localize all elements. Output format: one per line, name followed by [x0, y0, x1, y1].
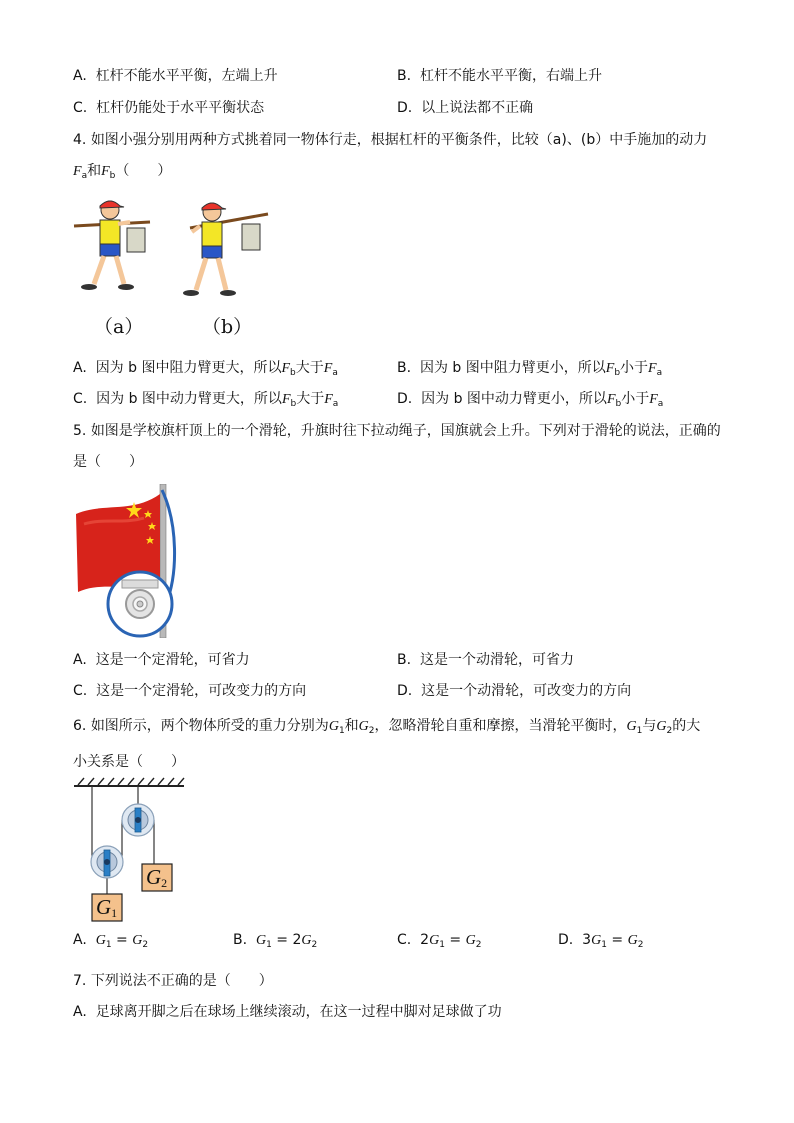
q6-option-b: B. $G_1 = 2G_2$: [233, 932, 318, 950]
q6-box-g1-label: $G_1$: [96, 895, 118, 920]
q3-option-c: C. 杠杆仍能处于水平平衡状态: [73, 100, 265, 116]
q4-option-b: B. 因为 b 图中阻力臂更小，所以$F_b$小于$F_a$: [397, 360, 663, 378]
q4-caption-a: （a）: [94, 316, 144, 338]
q5-option-b: B. 这是一个动滑轮，可省力: [397, 652, 574, 668]
q4-option-c: C. 因为 b 图中动力臂更大，所以$F_b$大于$F_a$: [73, 391, 339, 409]
q6-stem-line2: 小关系是（ ）: [73, 754, 185, 770]
q4-figure: [72, 198, 272, 310]
q6-option-c: C. $2G_1 = G_2$: [397, 932, 482, 950]
q3-option-b: B. 杠杆不能水平平衡，右端上升: [397, 68, 602, 84]
q5-stem: 5. 如图是学校旗杆顶上的一个滑轮，升旗时往下拉动绳子，国旗就会上升。下列对于滑轮的说法，正确的: [73, 423, 721, 439]
q4-caption-b: （b）: [202, 316, 253, 338]
boy-a-illustration: [74, 201, 150, 290]
q7-option-a: A. 足球离开脚之后在球场上继续滚动，在这一过程中脚对足球做了功: [73, 1004, 502, 1020]
q5-stem-line2: 是（ ）: [73, 454, 143, 470]
q5-flag-pulley-figure: [74, 484, 186, 638]
q6-option-a: A. $G_1 = G_2$: [73, 932, 149, 950]
q6-pulley-figure: [72, 776, 188, 922]
q3-option-a: A. 杠杆不能水平平衡，左端上升: [73, 68, 278, 84]
q4-stem-line2: $F_a$和$F_b$（ ）: [73, 163, 172, 181]
q4-stem: 4. 如图小强分别用两种方式挑着同一物体行走，根据杠杆的平衡条件，比较（a)、(b）中手施加的动力: [73, 132, 708, 148]
q6-option-d: D. $3G_1 = G_2$: [558, 932, 644, 950]
q6-box-g2-label: $G_2$: [146, 865, 168, 890]
q5-option-a: A. 这是一个定滑轮，可省力: [73, 652, 250, 668]
q5-option-d: D. 这是一个动滑轮，可改变力的方向: [397, 683, 632, 699]
q3-option-d: D. 以上说法都不正确: [397, 100, 534, 116]
q7-stem: 7. 下列说法不正确的是（ ）: [73, 973, 273, 989]
q6-stem: 6. 如图所示，两个物体所受的重力分别为$G_1$和$G_2$，忽略滑轮自重和摩擦，当滑轮平衡时，$G_1$与$G_2$的大: [73, 718, 701, 736]
q4-option-a: A. 因为 b 图中阻力臂更大，所以$F_b$大于$F_a$: [73, 360, 338, 378]
boy-b-illustration: [183, 203, 268, 296]
q5-option-c: C. 这是一个定滑轮，可改变力的方向: [73, 683, 307, 699]
q4-option-d: D. 因为 b 图中动力臂更小，所以$F_b$小于$F_a$: [397, 391, 664, 409]
